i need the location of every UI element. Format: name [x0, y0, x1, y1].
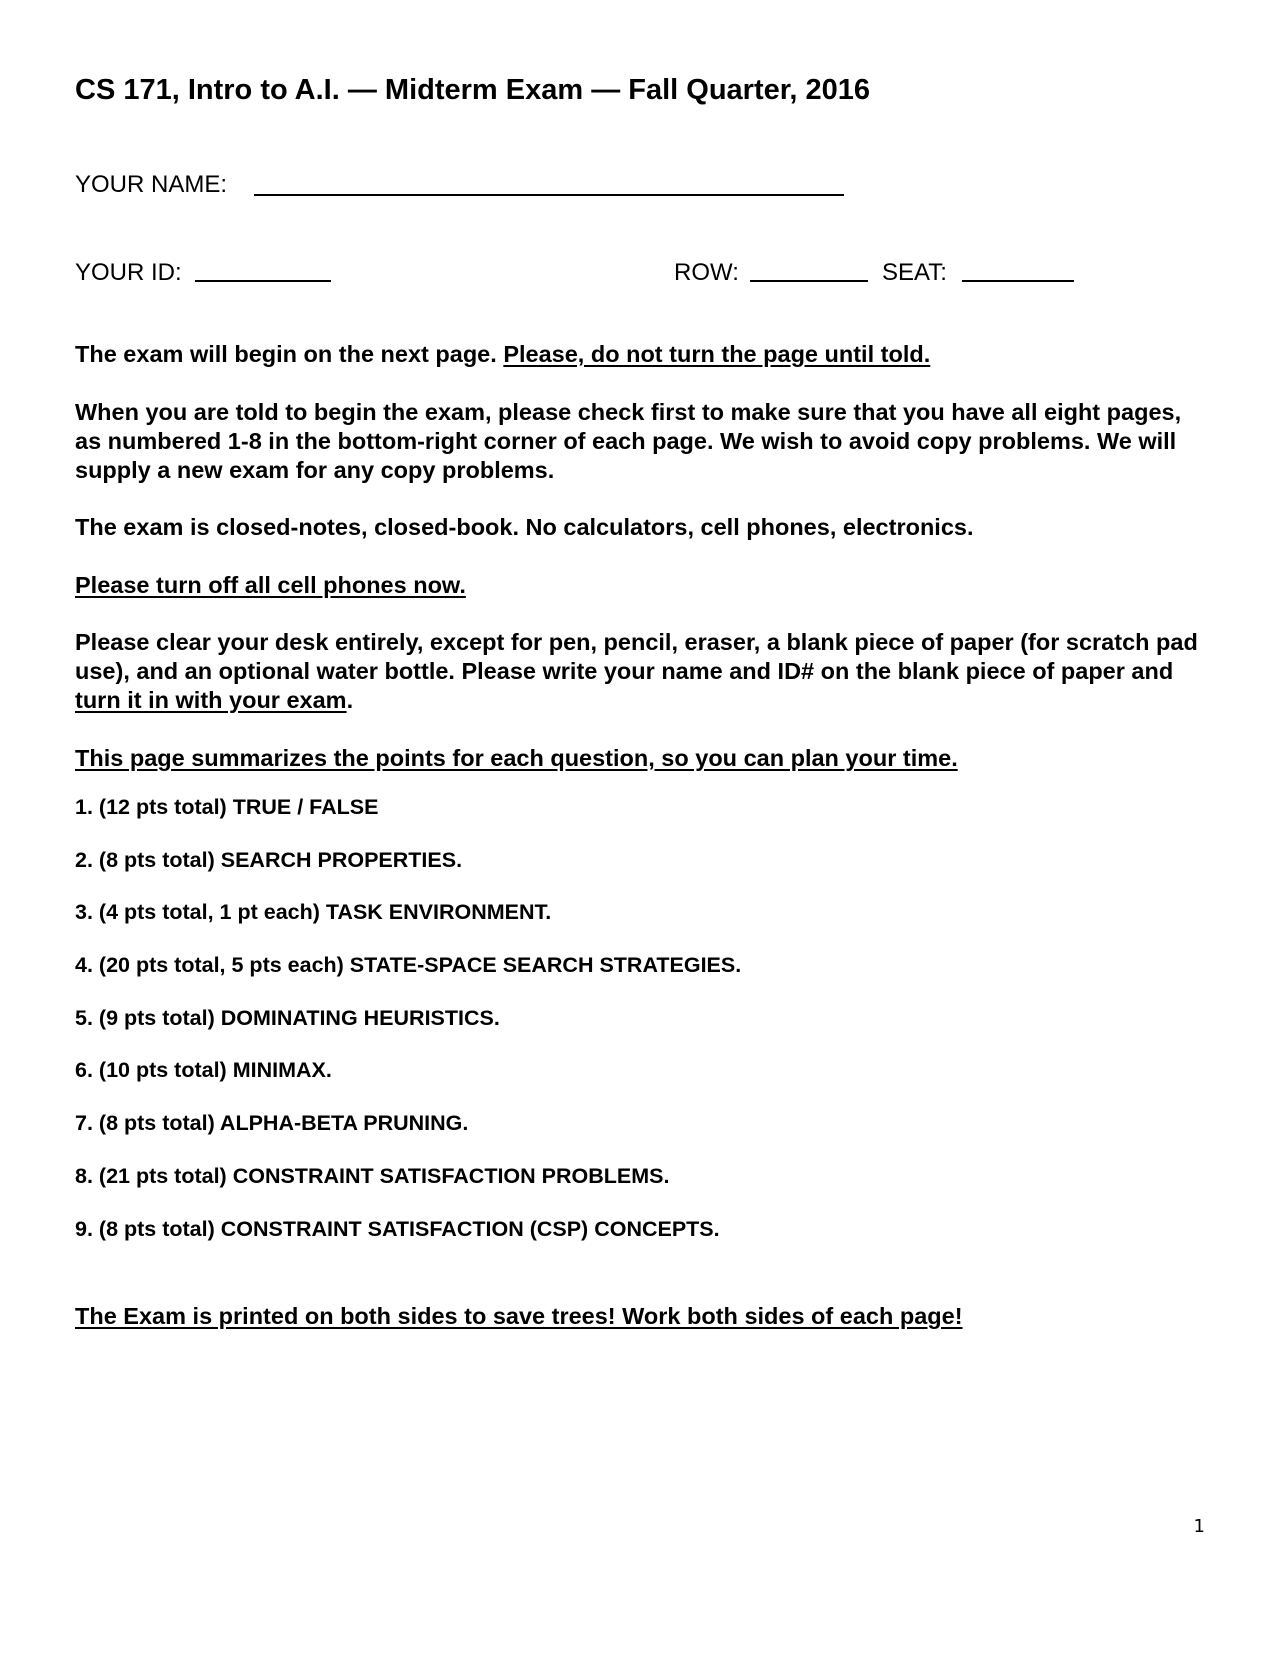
- instruction-clear-desk-end: .: [346, 687, 354, 713]
- instruction-clear-desk-text: Please clear your desk entirely, except for pen, pencil, eraser, a blank piece of paper (for scratch pad use), and an optional water bottle. Please write your name and ID# on the blank piece of paper and: [75, 629, 1198, 684]
- instruction-phones-off: Please turn off all cell phones now.: [75, 572, 466, 598]
- seat-blank-line: [962, 280, 1074, 282]
- question-item: 5. (9 pts total) DOMINATING HEURISTICS.: [75, 1005, 500, 1030]
- question-item: 6. (10 pts total) MINIMAX.: [75, 1058, 332, 1083]
- id-blank-line: [195, 280, 331, 282]
- id-label: YOUR ID:: [75, 259, 182, 286]
- instruction-clear-desk: [75, 628, 1205, 715]
- instruction-check-pages: When you are told to begin the exam, please check first to make sure that you have all eight pages, as numbered 1-8 in the bottom-right corner of each page. We wish to avoid copy problems. We will supply a new exam for any copy problems.: [75, 399, 1182, 483]
- instruction-begin-next-page: [75, 340, 1205, 369]
- footer-note: The Exam is printed on both sides to save trees! Work both sides of each page!: [75, 1303, 963, 1329]
- instruction-begin-text: The exam will begin on the next page.: [75, 341, 504, 367]
- question-item: 1. (12 pts total) TRUE / FALSE: [75, 795, 379, 819]
- page-title: CS 171, Intro to A.I. — Midterm Exam — Fall Quarter, 2016: [75, 74, 871, 106]
- question-item: 7. (8 pts total) ALPHA-BETA PRUNING.: [75, 1111, 469, 1136]
- question-list: [75, 794, 741, 1268]
- row-blank-line: [750, 280, 868, 282]
- instruction-points-summary: This page summarizes the points for each question, so you can plan your time.: [75, 745, 958, 771]
- row-label: ROW:: [674, 259, 739, 286]
- instruction-closed-book: The exam is closed-notes, closed-book. No calculators, cell phones, electronics.: [75, 514, 974, 540]
- question-item: 4. (20 pts total, 5 pts each) STATE-SPACE SEARCH STRATEGIES.: [75, 953, 742, 978]
- instruction-turn-in: turn it in with your exam: [75, 687, 347, 713]
- instruction-do-not-turn: Please, do not turn the page until told.: [503, 341, 931, 367]
- question-item: 2. (8 pts total) SEARCH PROPERTIES.: [75, 847, 463, 872]
- question-item: 9. (8 pts total) CONSTRAINT SATISFACTION (CSP) CONCEPTS.: [75, 1216, 720, 1241]
- name-blank-line: [254, 194, 844, 196]
- page-number: 1: [1193, 1516, 1205, 1537]
- question-item: 3. (4 pts total, 1 pt each) TASK ENVIRONMENT.: [75, 900, 552, 925]
- seat-label: SEAT:: [882, 259, 947, 286]
- question-item: 8. (21 pts total) CONSTRAINT SATISFACTION PROBLEMS.: [75, 1163, 670, 1188]
- name-label: YOUR NAME:: [75, 171, 228, 198]
